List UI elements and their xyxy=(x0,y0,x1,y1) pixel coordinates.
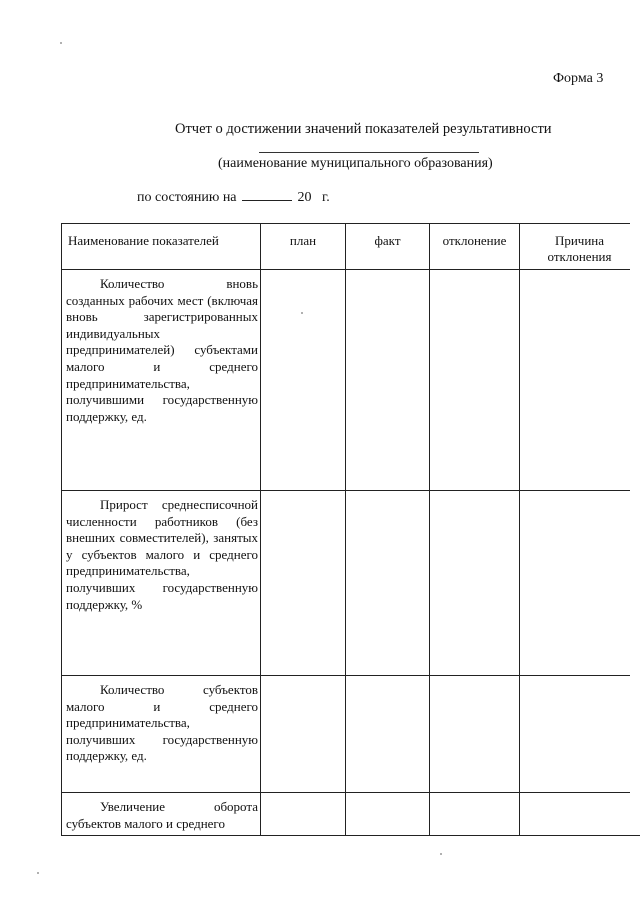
indicators-table xyxy=(61,223,640,836)
scan-speck xyxy=(60,42,62,44)
scan-speck xyxy=(301,312,303,314)
form-number: Форма 3 xyxy=(553,71,604,86)
deviation-cell[interactable] xyxy=(430,270,520,491)
col-header-plan: план xyxy=(261,224,346,270)
fact-cell[interactable] xyxy=(346,793,430,836)
deviation-cell[interactable] xyxy=(430,491,520,676)
deviation-cell[interactable] xyxy=(430,676,520,793)
col-header-reason xyxy=(520,224,640,270)
scan-speck xyxy=(37,872,39,874)
fact-cell[interactable] xyxy=(346,491,430,676)
as-of-year: 20 xyxy=(297,190,312,205)
report-title: Отчет о достижении значений показателей результативности xyxy=(175,121,552,137)
as-of-prefix: по состоянию на xyxy=(137,190,237,205)
indicator-text: Увеличение оборота субъектов малого и среднего xyxy=(66,799,258,831)
indicator-cell xyxy=(62,491,261,676)
table-row xyxy=(62,491,640,676)
municipality-blank-line xyxy=(259,152,479,153)
plan-cell[interactable] xyxy=(261,270,346,491)
scan-speck xyxy=(440,853,442,855)
reason-cell[interactable] xyxy=(520,793,640,836)
date-blank xyxy=(242,188,292,201)
fact-cell[interactable] xyxy=(346,676,430,793)
indicator-text: Прирост среднесписочной численности работников (без внешних совместителей), занятых у субъектов малого и среднего предпринимательства, получивших государственную поддержку, % xyxy=(66,497,258,612)
plan-cell[interactable] xyxy=(261,793,346,836)
as-of-date-line xyxy=(137,188,330,206)
indicator-cell xyxy=(62,676,261,793)
col-header-reason-text: Причина отклонения xyxy=(547,233,612,264)
col-header-deviation: отклонение xyxy=(430,224,520,270)
indicator-text: Количество вновь созданных рабочих мест (включая вновь зарегистрированных индивидуальных предпринимателей) субъектами малого и среднего предпринимательства, получившими государственную поддержку, ед. xyxy=(66,276,258,424)
fact-cell[interactable] xyxy=(346,270,430,491)
indicator-cell xyxy=(62,270,261,491)
page-edge-mask xyxy=(630,223,640,835)
table-row xyxy=(62,676,640,793)
indicator-cell xyxy=(62,793,261,836)
plan-cell[interactable] xyxy=(261,491,346,676)
deviation-cell[interactable] xyxy=(430,793,520,836)
reason-cell[interactable] xyxy=(520,270,640,491)
col-header-indicator: Наименование показателей xyxy=(62,224,261,270)
indicator-text: Количество субъектов малого и среднего предпринимательства, получивших государственную поддержку, ед. xyxy=(66,682,258,764)
as-of-suffix: г. xyxy=(322,190,330,205)
plan-cell[interactable] xyxy=(261,676,346,793)
table-row xyxy=(62,793,640,836)
table-row xyxy=(62,270,640,491)
table-header-row xyxy=(62,224,640,270)
reason-cell[interactable] xyxy=(520,491,640,676)
col-header-fact: факт xyxy=(346,224,430,270)
reason-cell[interactable] xyxy=(520,676,640,793)
municipality-caption: (наименование муниципального образования) xyxy=(218,156,493,171)
